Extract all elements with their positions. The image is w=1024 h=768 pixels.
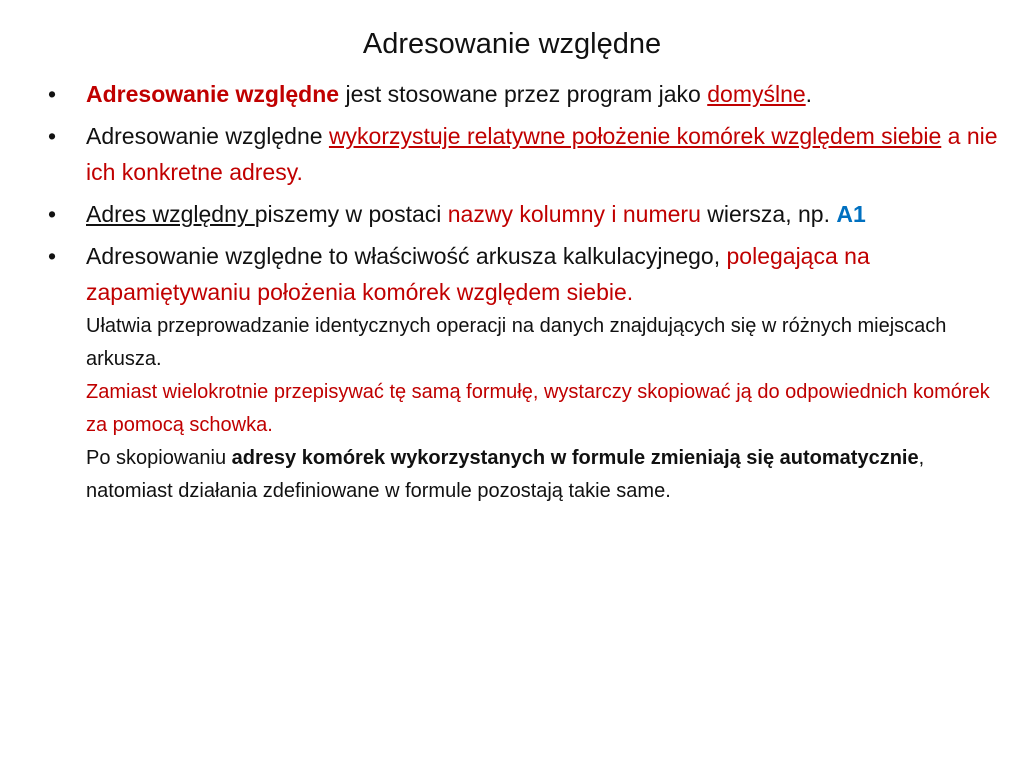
bullet-4-p3-tail: , natomiast działania zdefiniowane w formule pozostają takie same. <box>86 447 925 502</box>
default-link[interactable]: domyślne <box>707 81 806 107</box>
bullet-dot-icon: • <box>48 201 57 227</box>
bullet-1-period: . <box>805 81 813 107</box>
bullet-dot-icon: • <box>48 243 57 269</box>
term-relative-addressing: Adresowanie względne <box>86 81 340 107</box>
bullet-dot-icon: • <box>48 123 57 149</box>
bullet-item-4 <box>48 238 998 508</box>
column-row-phrase: nazwy kolumny i numeru <box>447 201 701 227</box>
bullet-3-text: piszemy w postaci <box>254 201 448 227</box>
example-cell-address: A1 <box>836 201 866 227</box>
bullet-4-paragraph-2: Zamiast wielokrotnie przepisywać tę samą formułę, wystarczy skopiować ją do odpowiednich komórek za pomocą schowka. <box>86 381 990 436</box>
bullet-item-2 <box>48 118 998 190</box>
relative-position-link[interactable]: wykorzystuje relatywne położenie komórek względem siebie <box>328 123 942 149</box>
bullet-item-3 <box>48 196 998 232</box>
bullet-3-text-2: wiersza, np. <box>700 201 837 227</box>
bullet-4-p3-bold: adresy komórek wykorzystanych w formule zmieniają się automatycznie <box>231 447 919 469</box>
relative-address-link[interactable]: Adres względny <box>86 201 255 227</box>
bullet-2-lead: Adresowanie względne <box>86 123 329 149</box>
bullet-2-tail: a nie ich konkretne adresy. <box>86 123 998 185</box>
bullet-4-p3-lead: Po skopiowaniu <box>86 447 232 469</box>
bullet-list <box>48 76 998 514</box>
bullet-4-paragraph-1: Ułatwia przeprowadzanie identycznych operacji na danych znajdujących się w różnych miejscach arkusza. <box>86 315 947 370</box>
bullet-4-paragraph-3 <box>86 442 998 508</box>
bullet-4-definition: polegająca na zapamiętywaniu położenia komórek względem siebie. <box>86 243 870 305</box>
bullet-4-lead: Adresowanie względne to właściwość arkusza kalkulacyjnego, <box>86 243 727 269</box>
slide-title: Adresowanie względne <box>362 28 662 60</box>
bullet-item-1 <box>48 76 998 112</box>
bullet-1-text: jest stosowane przez program jako <box>339 81 708 107</box>
bullet-dot-icon: • <box>48 81 57 107</box>
